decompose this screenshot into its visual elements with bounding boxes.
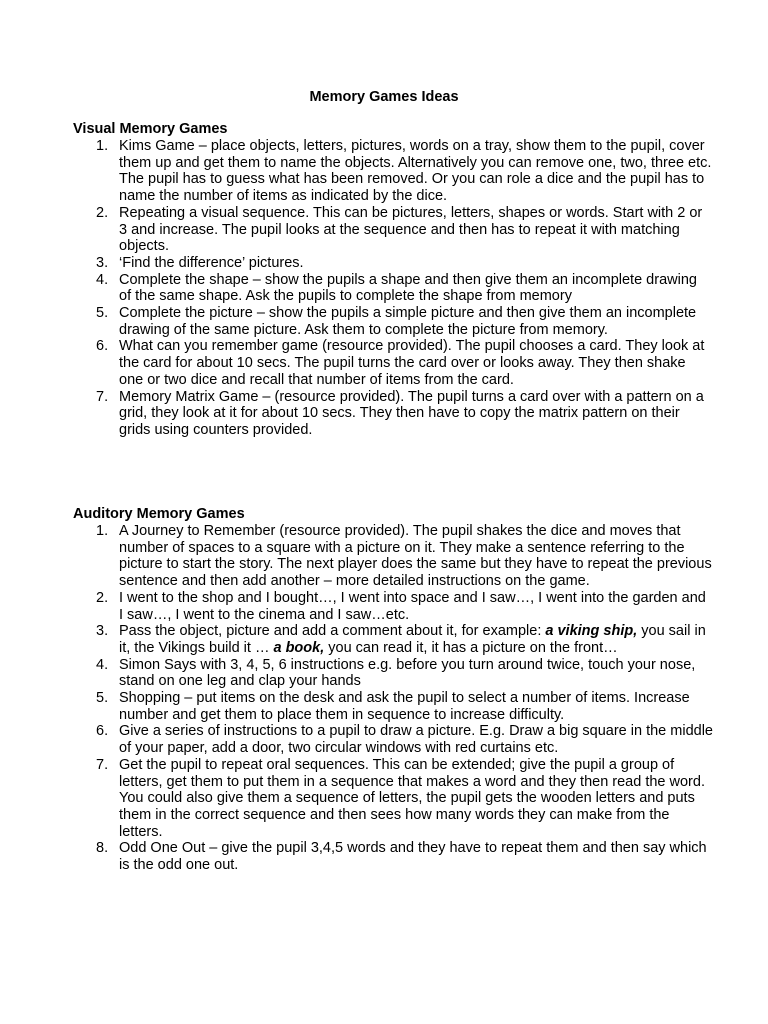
- visual-games-list: [73, 138, 713, 439]
- list-item-number: 4.: [96, 271, 109, 288]
- list-item: [73, 657, 713, 690]
- list-item: [73, 590, 713, 623]
- list-item-number: 1.: [96, 138, 109, 154]
- list-item-text: I went to the shop and I bought…, I went into space and I saw…, I went into the garden and I saw…, I went to the cinema and I saw…etc.: [119, 589, 706, 623]
- list-item-number: 5.: [96, 690, 109, 707]
- list-item-text-part: you can read it, it has a picture on the front…: [324, 639, 618, 656]
- section-visual-memory-games: [73, 121, 713, 439]
- list-item-text-part: you sail in it, the Vikings build it …: [119, 623, 706, 656]
- list-item-text: Odd One Out – give the pupil 3,4,5 words and they have to repeat them and then say which is the odd one out.: [119, 840, 707, 874]
- list-item: [73, 255, 713, 272]
- section-auditory-memory-games: [73, 506, 713, 874]
- list-item-number: 2.: [96, 589, 109, 606]
- list-item-number: 6.: [96, 338, 109, 355]
- list-item-number: 6.: [96, 723, 109, 740]
- section-heading: Auditory Memory Games: [73, 506, 245, 522]
- list-item: [73, 272, 713, 305]
- example-emphasis: a book,: [273, 639, 325, 656]
- example-emphasis: a viking ship,: [545, 623, 638, 640]
- list-item-number: 3.: [96, 254, 109, 271]
- list-item: [73, 840, 713, 873]
- list-item-text: Complete the shape – show the pupils a shape and then give them an incomplete drawing of the same shape. Ask the pupils to complete the shape from memory: [119, 271, 697, 305]
- list-item-number: 3.: [96, 623, 109, 640]
- list-item-text: Memory Matrix Game – (resource provided). The pupil turns a card over with a pattern on a grid, they look at it for about 10 secs. They then have to copy the matrix pattern on their grids using counters provided.: [119, 388, 704, 438]
- list-item-number: 8.: [96, 840, 109, 857]
- list-item-number: 2.: [96, 204, 109, 221]
- list-item-text: Complete the picture – show the pupils a simple picture and then give them an incomplete drawing of the same picture. Ask them to complete the picture from memory.: [119, 305, 697, 338]
- list-item-text: A Journey to Remember (resource provided). The pupil shakes the dice and moves that number of spaces to a square with a picture on it. They make a sentence referring to the picture to start the story. The next player does the same but they have to repeat the previous sentence and then add another – more detailed instructions on the game.: [119, 523, 712, 590]
- list-item: [73, 757, 713, 841]
- list-item-text: Repeating a visual sequence. This can be pictures, letters, shapes or words. Start with 2 or 3 and increase. The pupil looks at the sequence and then has to repeat it with matching objects.: [119, 204, 703, 255]
- list-item-text: What can you remember game (resource provided). The pupil chooses a card. They look at the card for about 10 secs. The pupil turns the card over or looks away. They then shake one or two dice and recall that number of items from the card.: [119, 338, 705, 388]
- list-item-text: Simon Says with 3, 4, 5, 6 instructions e.g. before you turn around twice, touch your nose, stand on one leg and clap your hands: [119, 656, 696, 690]
- list-item: [73, 723, 713, 756]
- list-item-text: Kims Game – place objects, letters, pictures, words on a tray, show them to the pupil, cover them up and get them to name the objects. Alternatively you can remove one, two, three etc. The pupil has to guess what has been removed. Or you can role a dice and the pupil has to name the number of items as indicated by the dice.: [119, 138, 712, 205]
- list-item: [73, 138, 713, 205]
- list-item-text: Give a series of instructions to a pupil to draw a picture. E.g. Draw a big square in the middle of your paper, add a door, two circular windows with red curtains etc.: [119, 723, 713, 757]
- list-item: [73, 623, 713, 656]
- list-item-number: 5.: [96, 305, 109, 322]
- list-item-number: 7.: [96, 388, 109, 405]
- list-item: [73, 338, 713, 388]
- list-item-number: 4.: [96, 656, 109, 673]
- auditory-games-list: [73, 523, 713, 874]
- list-item: [73, 690, 713, 723]
- list-item-text: Get the pupil to repeat oral sequences. This can be extended; give the pupil a group of letters, get them to put them in a sequence that makes a word and they then read the word. You could also give them a sequence of letters, the pupil gets the wooden letters and puts them in the correct sequence and then sees how many words they can make from the letters.: [119, 756, 705, 840]
- list-item: [73, 305, 713, 338]
- list-item: [73, 389, 713, 439]
- list-item-text: ‘Find the difference’ pictures.: [119, 254, 304, 271]
- list-item-text-part: Pass the object, picture and add a comment about it, for example:: [119, 623, 546, 640]
- list-item: [73, 523, 713, 590]
- list-item-number: 1.: [96, 523, 109, 539]
- section-heading: Visual Memory Games: [73, 121, 228, 137]
- list-item: [73, 205, 713, 255]
- document-title: Memory Games Ideas: [309, 89, 459, 105]
- list-item-text: Shopping – put items on the desk and ask the pupil to select a number of items. Increase number and get them to place them in sequence to increase difficulty.: [119, 690, 690, 723]
- list-item-number: 7.: [96, 756, 109, 773]
